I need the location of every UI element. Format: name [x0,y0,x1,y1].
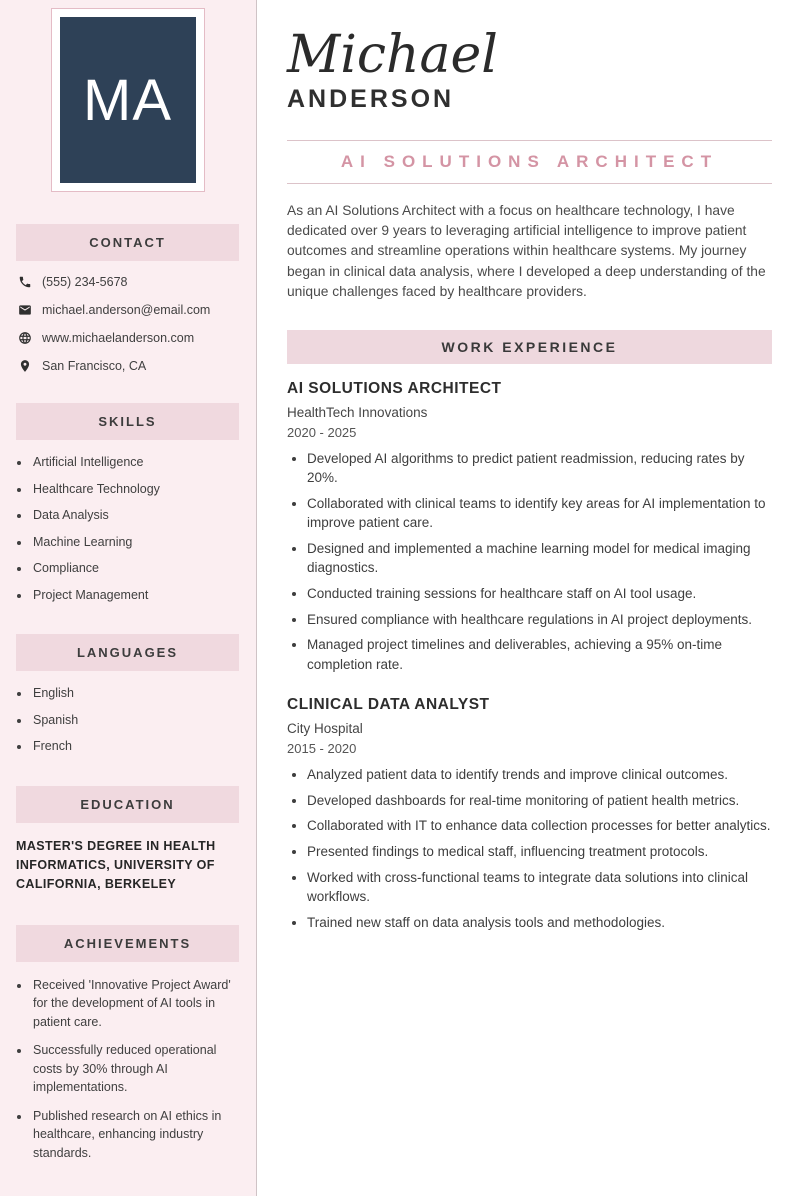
contact-section [16,224,239,373]
job-dates: 2020 - 2025 [287,424,357,440]
job-bullets [287,765,772,932]
contact-website-row [18,331,239,345]
job-bullet: • Managed project timelines and deliverables, achieving a 95% on-time completion rate. [307,635,772,674]
job-entry [287,696,772,932]
skills-list [16,454,239,604]
skill-item: • Project Management [31,587,239,605]
language-item: • Spanish [31,712,239,730]
languages-section [16,634,239,756]
globe-icon [18,331,32,345]
achievement-item: • Successfully reduced operational costs by 30% through AI implementations. [31,1041,239,1097]
skills-section [16,403,239,604]
job-bullet: • Developed AI algorithms to predict patient readmission, reducing rates by 20%. [307,449,772,488]
skill-item: • Machine Learning [31,534,239,552]
summary-paragraph: As an AI Solutions Architect with a focus on healthcare technology, I have dedicated over 9 years to leveraging artificial intelligence to improve patient outcomes and streamline operations within healthcare systems. My journey began in clinical data analysis, where I developed a deep understanding of the unique challenges faced by healthcare providers. [287,202,766,300]
achievements-list [16,976,239,1163]
last-name: ANDERSON [287,84,455,113]
avatar-monogram-box [60,17,196,183]
contact-location-value: San Francisco, CA [42,359,147,373]
job-bullet: • Collaborated with IT to enhance data collection processes for better analytics. [307,816,772,836]
contact-email-value: michael.anderson@email.com [42,303,211,317]
email-icon [18,303,32,317]
skill-item: • Data Analysis [31,507,239,525]
first-name: Michael [287,25,498,85]
job-bullet: • Trained new staff on data analysis tools and methodologies. [307,913,772,933]
job-company: City Hospital [287,721,363,737]
job-bullet: • Ensured compliance with healthcare regulations in AI project deployments. [307,610,772,630]
contact-phone-value: (555) 234-5678 [42,275,128,289]
job-bullet: • Analyzed patient data to identify trends and improve clinical outcomes. [307,765,772,785]
job-entry [287,380,772,675]
contact-website-value: www.michaelanderson.com [42,331,195,345]
languages-list [16,685,239,756]
job-title: CLINICAL DATA ANALYST [287,696,490,714]
education-degree: MASTER'S DEGREE IN HEALTH INFORMATICS, UNIVERSITY OF CALIFORNIA, BERKELEY [16,838,216,892]
job-company: HealthTech Innovations [287,404,428,420]
job-bullet: • Designed and implemented a machine learning model for medical imaging diagnostics. [307,539,772,578]
job-bullet: • Conducted training sessions for healthcare staff on AI tool usage. [307,584,772,604]
language-item: • French [31,738,239,756]
divider-bottom [287,183,772,184]
language-item: • English [31,685,239,703]
contact-heading: CONTACT [16,224,239,261]
achievement-item: • Published research on AI ethics in healthcare, enhancing industry standards. [31,1107,239,1163]
job-dates: 2015 - 2020 [287,741,357,757]
work-experience-heading: WORK EXPERIENCE [287,330,772,364]
achievements-section [16,925,239,1163]
job-title: AI SOLUTIONS ARCHITECT [287,379,502,397]
job-bullets [287,449,772,675]
skill-item: • Artificial Intelligence [31,454,239,472]
skills-heading: SKILLS [16,403,239,440]
education-heading: EDUCATION [16,786,239,823]
languages-heading: LANGUAGES [16,634,239,671]
skill-item: • Healthcare Technology [31,481,239,499]
job-bullet: • Worked with cross-functional teams to integrate data solutions into clinical workflows. [307,868,772,907]
achievement-item: • Received 'Innovative Project Award' for the development of AI tools in patient care. [31,976,239,1032]
sidebar [0,0,257,1196]
job-bullet: • Presented findings to medical staff, influencing treatment protocols. [307,842,772,862]
role-title: AI SOLUTIONS ARCHITECT [340,151,719,171]
avatar [51,8,205,192]
job-bullet: • Developed dashboards for real-time monitoring of patient health metrics. [307,791,772,811]
contact-phone-row [18,275,239,289]
location-pin-icon [18,359,32,373]
contact-location-row [18,359,239,373]
skill-item: • Compliance [31,560,239,578]
phone-icon [18,275,32,289]
education-section [16,786,239,895]
avatar-initials: MA [83,67,172,133]
main-content [257,0,800,1196]
contact-email-row [18,303,239,317]
job-bullet: • Collaborated with clinical teams to identify key areas for AI implementation to improve patient care. [307,494,772,533]
achievements-heading: ACHIEVEMENTS [16,925,239,962]
contact-list [16,275,239,373]
name-header [287,25,772,114]
